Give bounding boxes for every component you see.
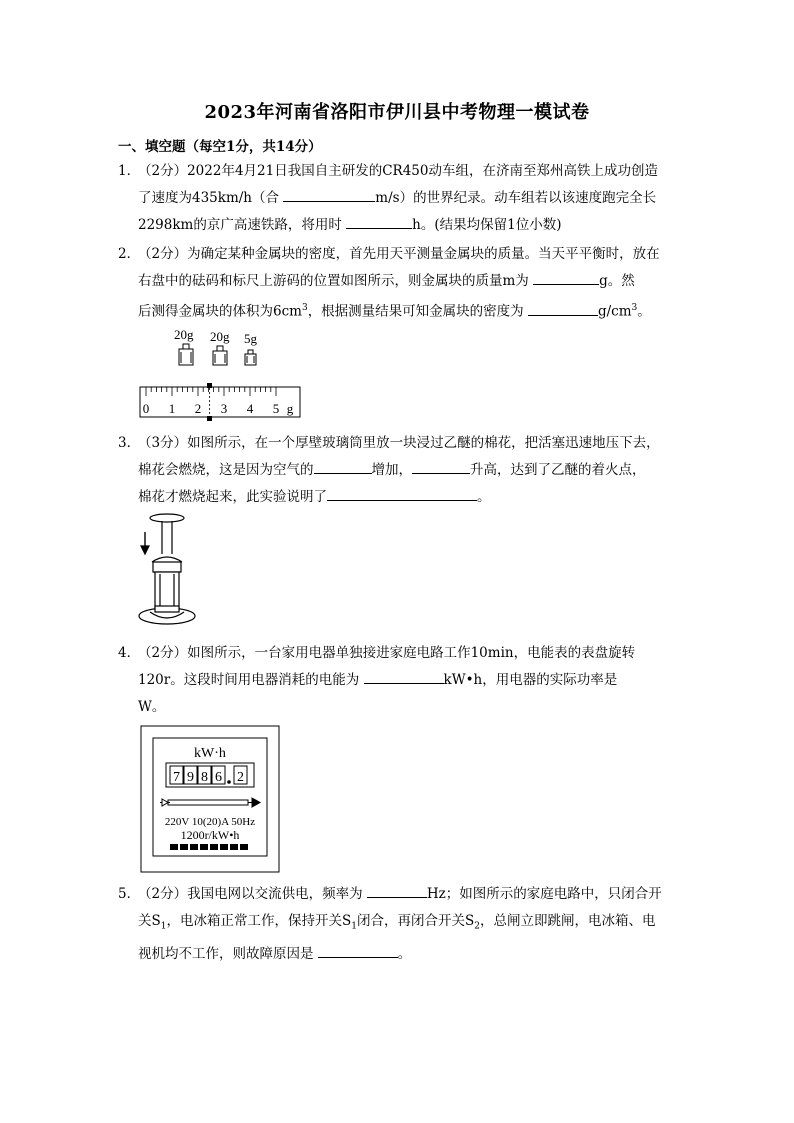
answer-blank[interactable] [533,270,599,285]
balance-figure [138,322,308,422]
weight-20g-icon [213,346,227,365]
meter-digit: 9 [187,770,194,785]
scale-tick-label: 4 [246,401,254,416]
question-2: 2． （2分）为确定某种金属块的密度，首先用天平测量金属块的质量。当天平平衡时，放在 右盘中的砝码和标尺上游码的位置如图所示，则金属块的质量m为 g。然 后测得金属块的体积为$6cm^3$，根据测量结果可知金属块的密度为 $g/cm^3$。 [118,246,660,320]
meter-revolutions: 1200r/kW•h [180,828,240,842]
weight-label: 5g [244,331,257,346]
answer-blank[interactable] [314,459,372,474]
scale-unit-label: g [286,401,294,416]
scale-tick-label: 3 [220,401,228,416]
question-1: 1． （2分）2022年4月21日我国自主研发的CR450动车组，在济南至郑州高铁上成功创造 了速度为435km/h（合 m/s）的世界纪录。动车组若以该速度跑完全长 2298km的京广高速铁路，将用时 h。(结果均保留1位小数) [118,163,658,233]
page-title: 2023年河南省洛阳市伊川县中考物理一模试卷 [204,102,590,123]
weight-label: 20g [210,329,230,344]
answer-blank[interactable] [327,486,477,501]
answer-blank[interactable] [283,187,375,202]
scale-tick-label: 0 [142,401,150,416]
scale-tick-label: 2 [194,401,202,416]
answer-blank[interactable] [367,883,427,898]
compression-cylinder-diagram [136,512,200,630]
weight-label: 20g [174,327,194,342]
electric-meter-figure [140,725,282,875]
answer-blank[interactable] [528,301,598,316]
scale-tick-label: 5 [272,401,280,416]
answer-blank[interactable] [346,214,412,229]
scale-tick-label: 1 [168,401,176,416]
electric-meter-diagram [140,725,282,875]
meter-digit: 7 [173,770,180,785]
piston-figure [136,512,200,630]
weight-20g-icon [179,344,193,365]
meter-spec: 220V 10(20)A 50Hz [164,816,256,828]
question-3: 3． （3分）如图所示，在一个厚壁玻璃筒里放一块浸过乙醚的棉花，把活塞迅速地压下去， 棉花会燃烧，这是因为空气的 增加， 升高，达到了乙醚的着火点， 棉花才燃烧起来，此实验说明了 。 [118,435,660,505]
answer-blank[interactable] [364,669,444,684]
weight-5g-icon [245,350,256,365]
question-4: 4． （2分）如图所示，一台家用电器单独接进家庭电路工作10min，电能表的表盘旋转 120r。这段时间用电器消耗的电能为 kW•h，用电器的实际功率是 W。 [118,645,636,715]
scale-ruler [140,383,300,421]
meter-digit: 6 [215,770,222,785]
meter-digit: 2 [237,770,244,785]
question-5: 5． （2分）我国电网以交流供电，频率为 Hz；如图所示的家庭电路中，只闭合开 关$S_1$，电冰箱正常工作，保持开关$S_1$闭合，再闭合开关$S_2$，总闸立即跳闸，电冰箱、电 视机均不工作，则故障原因是 。 [118,881,678,968]
meter-digit: 8 [201,770,208,785]
answer-blank[interactable] [318,943,398,958]
weights-and-scale-diagram [138,322,308,422]
answer-blank[interactable] [412,459,470,474]
meter-unit-label: kW·h [194,746,226,761]
section-heading: 一、填空题（每空1分，共14分） [118,139,322,155]
